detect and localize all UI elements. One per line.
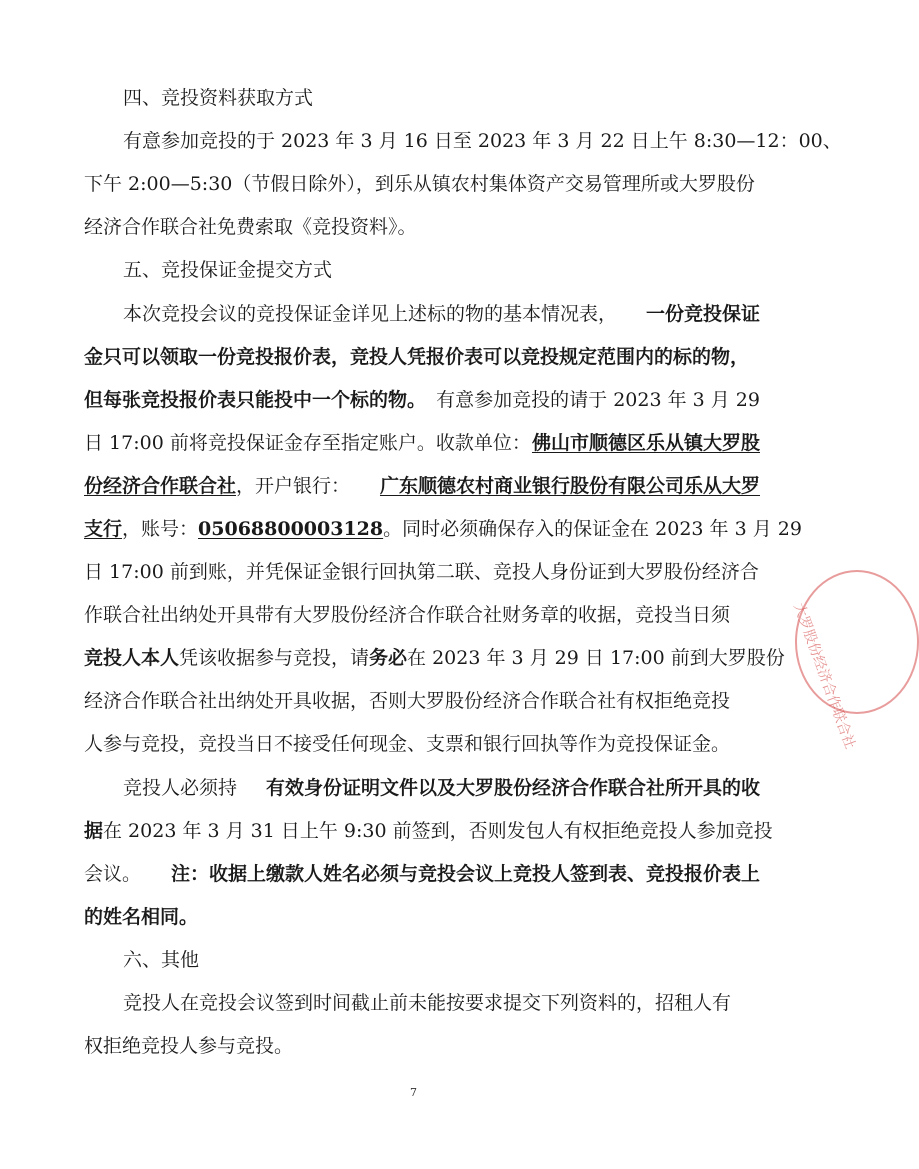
s5-text-6d: 。同时必须确保存入的保证金在 2023 年 3 月 29 xyxy=(383,518,802,540)
s5-p2-line-4: 的姓名相同。 xyxy=(84,906,199,928)
s5-p2-text-3a: 会议。 xyxy=(84,863,142,885)
s5-line-9 xyxy=(84,646,785,670)
s5-account-number: 05068800003128 xyxy=(198,518,384,540)
s5-text-9a: 竞投人本人 xyxy=(84,647,180,669)
section-5-heading: 五、竞投保证金提交方式 xyxy=(123,259,333,281)
s6-text-1: 竞投人在竞投会议签到时间截止前未能按要求提交下列资料的，招租人有 xyxy=(123,992,732,1014)
s5-p2-text-1a: 竞投人必须持 xyxy=(123,777,238,799)
s5-p2-line-2 xyxy=(84,819,773,843)
s5-text-5b: ，开户银行： xyxy=(236,475,351,497)
s5-text-4a: 日 17:00 前将竞投保证金存至指定账户。收款单位： xyxy=(84,432,531,454)
s5-line-3 xyxy=(84,388,760,412)
s6-line-1 xyxy=(123,991,760,1015)
s5-bank-2: 支行 xyxy=(84,518,123,540)
s4-line-2 xyxy=(84,172,760,196)
s5-line-2 xyxy=(84,345,760,369)
s5-p2-text-2a: 据 xyxy=(84,820,104,842)
s5-line-6 xyxy=(84,517,802,541)
s5-text-11: 人参与竞投，竞投当日不接受任何现金、支票和银行回执等作为竞投保证金。 xyxy=(84,733,731,755)
s5-text-2: 金只可以领取一份竞投报价表，竞投人凭报价表可以竞投规定范围内的标的物， xyxy=(84,346,750,368)
s5-line-8 xyxy=(84,603,760,627)
s5-payee-2: 份经济合作联合社 xyxy=(84,475,237,497)
s5-text-1a: 本次竞投会议的竞投保证金详见上述标的物的基本情况表， xyxy=(123,303,618,325)
s5-line-10 xyxy=(84,689,760,713)
section-6-heading: 六、其他 xyxy=(123,949,200,971)
s5-line-7 xyxy=(84,560,760,584)
s5-text-9d: 在 2023 年 3 月 29 日 17:00 前到大罗股份 xyxy=(407,647,785,669)
red-seal-stamp-text: 大罗股份经济合作联合社 xyxy=(790,601,858,752)
s5-line-5 xyxy=(84,474,760,498)
s5-text-3b: 有意参加竞投的请于 2023 年 3 月 29 xyxy=(436,389,760,411)
s5-text-9c: 务必 xyxy=(369,647,408,669)
s5-line-4 xyxy=(84,431,760,455)
s5-p2-line-3 xyxy=(84,862,760,886)
s5-line-11 xyxy=(84,732,760,756)
s5-text-3a: 但每张竞投报价表只能投中一个标的物。 xyxy=(84,389,427,411)
s5-text-1b: 一份竞投保证 xyxy=(645,303,760,325)
s5-p2-line-1 xyxy=(123,776,760,800)
s5-text-10: 经济合作联合社出纳处开具收据，否则大罗股份经济合作联合社有权拒绝竞投 xyxy=(84,690,731,712)
s4-line-1 xyxy=(123,129,842,153)
s4-text-2: 下午 2:00—5:30（节假日除外），到乐从镇农村集体资产交易管理所或大罗股份 xyxy=(84,173,755,195)
s5-text-8: 作联合社出纳处开具带有大罗股份经济合作联合社财务章的收据，竞投当日须 xyxy=(84,604,731,626)
s5-p2-text-2b: 在 2023 年 3 月 31 日上午 9:30 前签到，否则发包人有权拒绝竞投人参加竞投 xyxy=(103,820,773,842)
s5-p2-text-3b: 注：收据上缴款人姓名必须与竞投会议上竞投人签到表、竞投报价表上 xyxy=(170,863,760,885)
s5-text-6b: ，账号： xyxy=(122,518,199,540)
s5-line-1 xyxy=(123,302,760,326)
s4-text-1: 有意参加竞投的于 2023 年 3 月 16 日至 2023 年 3 月 22 日上午 8:30—12：00、 xyxy=(123,130,842,152)
s5-p2-text-1b: 有效身份证明文件以及大罗股份经济合作联合社所开具的收 xyxy=(265,777,760,799)
s6-line-2: 权拒绝竞投人参与竞投。 xyxy=(84,1035,294,1057)
section-4-heading: 四、竞投资料获取方式 xyxy=(123,87,314,109)
page-number: 7 xyxy=(410,1086,417,1099)
s4-line-3: 经济合作联合社免费索取《竞投资料》。 xyxy=(84,216,417,238)
s5-text-9b: 凭该收据参与竞投，请 xyxy=(179,647,370,669)
s5-payee-1: 佛山市顺德区乐从镇大罗股 xyxy=(531,432,760,454)
s5-bank-1: 广东顺德农村商业银行股份有限公司乐从大罗 xyxy=(379,475,760,497)
s5-text-7: 日 17:00 前到账，并凭保证金银行回执第二联、竞投人身份证到大罗股份经济合 xyxy=(84,561,759,583)
